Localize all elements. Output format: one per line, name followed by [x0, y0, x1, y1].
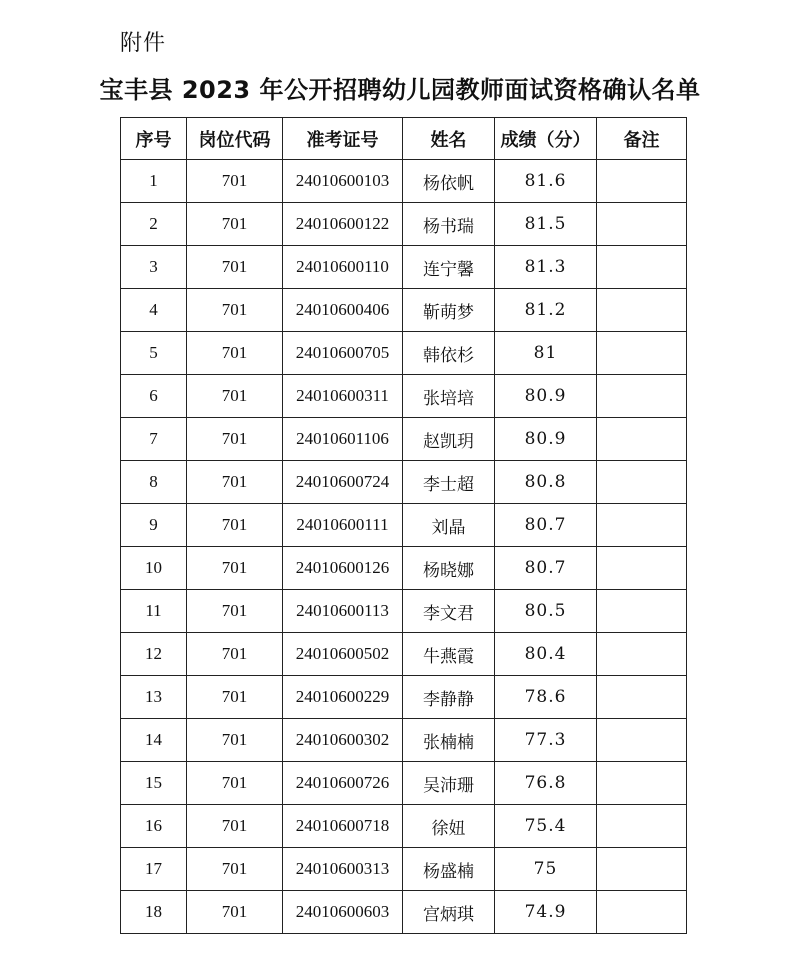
table-row	[121, 676, 687, 719]
table-row	[121, 805, 687, 848]
cell-post-code: 701	[187, 590, 283, 633]
cell-remark	[597, 203, 687, 246]
cell-name: 李静静	[403, 676, 495, 719]
cell-exam-no: 24010600724	[283, 461, 403, 504]
cell-seq: 12	[121, 633, 187, 676]
cell-remark	[597, 719, 687, 762]
cell-exam-no: 24010600313	[283, 848, 403, 891]
cell-seq: 3	[121, 246, 187, 289]
cell-remark	[597, 289, 687, 332]
cell-post-code: 701	[187, 289, 283, 332]
cell-remark	[597, 246, 687, 289]
cell-exam-no: 24010600103	[283, 160, 403, 203]
cell-seq: 17	[121, 848, 187, 891]
cell-post-code: 701	[187, 676, 283, 719]
header-name: 姓名	[403, 118, 495, 160]
cell-remark	[597, 332, 687, 375]
cell-score: 78.6	[495, 676, 597, 719]
table-row	[121, 332, 687, 375]
cell-remark	[597, 461, 687, 504]
cell-remark	[597, 633, 687, 676]
cell-seq: 15	[121, 762, 187, 805]
cell-post-code: 701	[187, 547, 283, 590]
cell-remark	[597, 504, 687, 547]
cell-post-code: 701	[187, 891, 283, 934]
table-row	[121, 418, 687, 461]
cell-post-code: 701	[187, 418, 283, 461]
table-row	[121, 891, 687, 934]
table-row	[121, 848, 687, 891]
cell-name: 杨依帆	[403, 160, 495, 203]
cell-exam-no: 24010600718	[283, 805, 403, 848]
cell-remark	[597, 375, 687, 418]
cell-exam-no: 24010600110	[283, 246, 403, 289]
table-row	[121, 375, 687, 418]
cell-name: 靳萌梦	[403, 289, 495, 332]
cell-name: 杨书瑞	[403, 203, 495, 246]
cell-score: 80.7	[495, 547, 597, 590]
cell-post-code: 701	[187, 246, 283, 289]
cell-remark	[597, 418, 687, 461]
cell-name: 李士超	[403, 461, 495, 504]
cell-score: 81	[495, 332, 597, 375]
cell-score: 74.9	[495, 891, 597, 934]
cell-name: 韩依杉	[403, 332, 495, 375]
cell-score: 75	[495, 848, 597, 891]
cell-post-code: 701	[187, 633, 283, 676]
cell-score: 80.8	[495, 461, 597, 504]
cell-exam-no: 24010600406	[283, 289, 403, 332]
cell-exam-no: 24010600726	[283, 762, 403, 805]
cell-remark	[597, 805, 687, 848]
cell-score: 75.4	[495, 805, 597, 848]
cell-name: 吴沛珊	[403, 762, 495, 805]
cell-name: 徐妞	[403, 805, 495, 848]
table-row	[121, 633, 687, 676]
cell-name: 赵凯玥	[403, 418, 495, 461]
table-row	[121, 547, 687, 590]
cell-name: 杨盛楠	[403, 848, 495, 891]
table-row	[121, 719, 687, 762]
cell-exam-no: 24010600705	[283, 332, 403, 375]
document-title: 宝丰县 2023 年公开招聘幼儿园教师面试资格确认名单	[99, 76, 701, 104]
cell-post-code: 701	[187, 719, 283, 762]
table-row	[121, 762, 687, 805]
cell-seq: 2	[121, 203, 187, 246]
cell-exam-no: 24010600603	[283, 891, 403, 934]
table-row	[121, 504, 687, 547]
cell-score: 76.8	[495, 762, 597, 805]
cell-post-code: 701	[187, 203, 283, 246]
cell-name: 张楠楠	[403, 719, 495, 762]
cell-exam-no: 24010600122	[283, 203, 403, 246]
table-row	[121, 289, 687, 332]
cell-score: 77.3	[495, 719, 597, 762]
cell-seq: 11	[121, 590, 187, 633]
cell-name: 宫炳琪	[403, 891, 495, 934]
cell-score: 80.9	[495, 418, 597, 461]
cell-score: 80.7	[495, 504, 597, 547]
cell-seq: 9	[121, 504, 187, 547]
table-row	[121, 203, 687, 246]
cell-seq: 6	[121, 375, 187, 418]
cell-name: 牛燕霞	[403, 633, 495, 676]
cell-post-code: 701	[187, 805, 283, 848]
cell-seq: 18	[121, 891, 187, 934]
cell-post-code: 701	[187, 762, 283, 805]
table-row	[121, 246, 687, 289]
table-header-row	[121, 118, 687, 160]
cell-seq: 4	[121, 289, 187, 332]
candidate-table	[120, 117, 687, 934]
attachment-label: 附件	[120, 31, 167, 56]
cell-name: 刘晶	[403, 504, 495, 547]
cell-exam-no: 24010600502	[283, 633, 403, 676]
cell-exam-no: 24010601106	[283, 418, 403, 461]
cell-name: 杨晓娜	[403, 547, 495, 590]
cell-seq: 13	[121, 676, 187, 719]
cell-exam-no: 24010600311	[283, 375, 403, 418]
cell-post-code: 701	[187, 375, 283, 418]
cell-seq: 1	[121, 160, 187, 203]
cell-remark	[597, 891, 687, 934]
cell-score: 80.9	[495, 375, 597, 418]
cell-remark	[597, 160, 687, 203]
cell-remark	[597, 762, 687, 805]
cell-score: 80.4	[495, 633, 597, 676]
table-row	[121, 590, 687, 633]
header-score: 成绩（分）	[495, 118, 597, 160]
header-remark: 备注	[597, 118, 687, 160]
cell-seq: 7	[121, 418, 187, 461]
cell-remark	[597, 676, 687, 719]
header-exam-no: 准考证号	[283, 118, 403, 160]
cell-remark	[597, 547, 687, 590]
table-body	[121, 160, 687, 934]
cell-exam-no: 24010600126	[283, 547, 403, 590]
cell-post-code: 701	[187, 848, 283, 891]
cell-seq: 8	[121, 461, 187, 504]
cell-name: 张培培	[403, 375, 495, 418]
header-post-code: 岗位代码	[187, 118, 283, 160]
cell-exam-no: 24010600113	[283, 590, 403, 633]
table-row	[121, 160, 687, 203]
cell-post-code: 701	[187, 504, 283, 547]
cell-score: 81.6	[495, 160, 597, 203]
table-row	[121, 461, 687, 504]
cell-post-code: 701	[187, 332, 283, 375]
cell-seq: 5	[121, 332, 187, 375]
cell-seq: 10	[121, 547, 187, 590]
cell-exam-no: 24010600302	[283, 719, 403, 762]
cell-score: 81.2	[495, 289, 597, 332]
header-seq: 序号	[121, 118, 187, 160]
cell-score: 81.5	[495, 203, 597, 246]
cell-remark	[597, 590, 687, 633]
cell-name: 李文君	[403, 590, 495, 633]
cell-seq: 16	[121, 805, 187, 848]
cell-exam-no: 24010600229	[283, 676, 403, 719]
cell-score: 81.3	[495, 246, 597, 289]
cell-exam-no: 24010600111	[283, 504, 403, 547]
cell-seq: 14	[121, 719, 187, 762]
cell-post-code: 701	[187, 160, 283, 203]
cell-score: 80.5	[495, 590, 597, 633]
cell-post-code: 701	[187, 461, 283, 504]
cell-remark	[597, 848, 687, 891]
cell-name: 连宁馨	[403, 246, 495, 289]
